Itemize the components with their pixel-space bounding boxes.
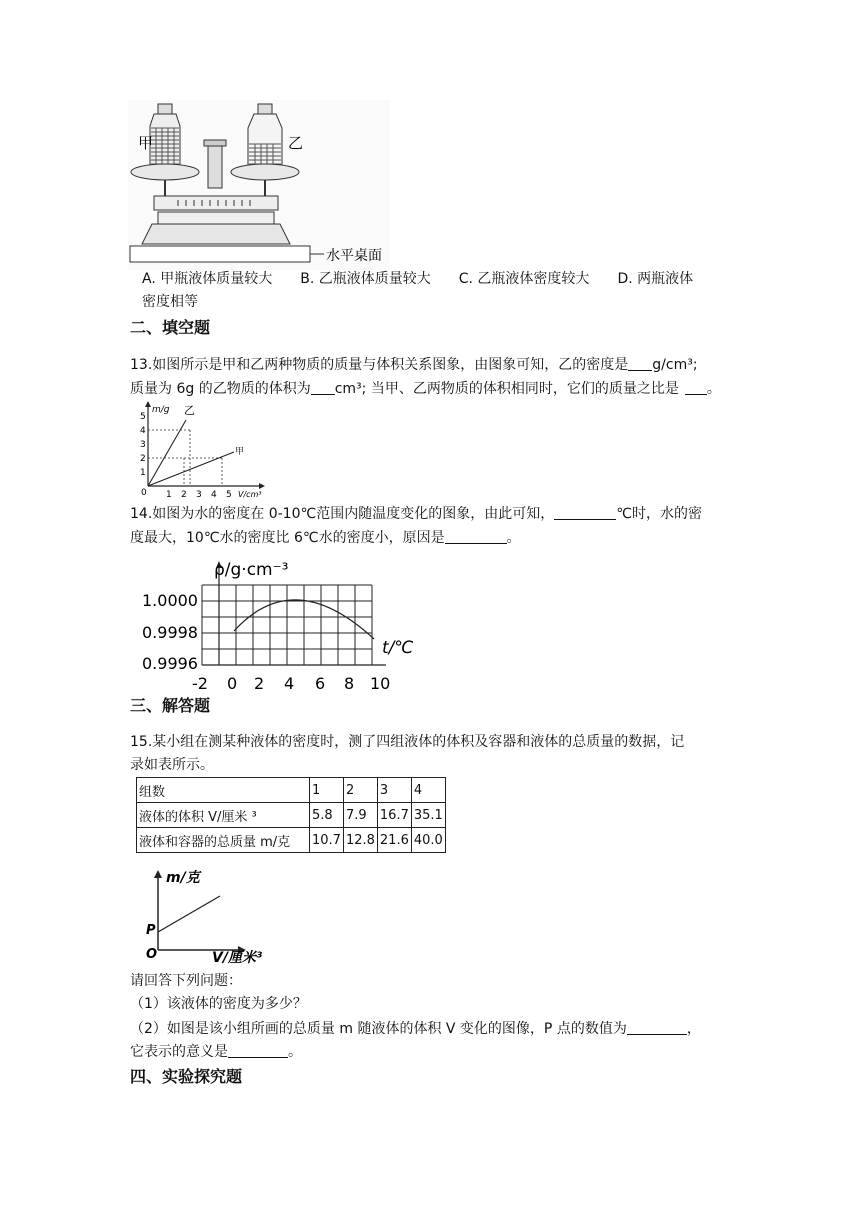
q13-mass-volume-graph — [138, 398, 268, 500]
q15-sub-2-end: 。 — [288, 1044, 302, 1060]
q12-option-c: C. 乙瓶液体密度较大 — [458, 271, 590, 287]
q14-text-3: 度最大，10℃水的密度比 6℃水的密度小，原因是 — [130, 530, 445, 546]
q14-x-label: t/℃ — [382, 638, 414, 658]
q13-ytick-5: 5 — [140, 412, 146, 422]
table-cell: 1 — [310, 778, 344, 803]
q13-ytick-2: 2 — [140, 454, 146, 464]
q15-sub-1: （1）该液体的密度为多少？ — [130, 996, 307, 1012]
section-3-heading: 三、解答题 — [130, 696, 211, 715]
q14-ytick-3: 0.9996 — [142, 654, 198, 673]
q15-prompt: 请回答下列问题： — [130, 973, 242, 989]
q13-line-1 — [130, 355, 698, 375]
q14-xtick-6: 6 — [315, 674, 326, 693]
q14-blank-temp — [554, 505, 616, 520]
table-cell: 21.6 — [377, 828, 411, 853]
q13-text-2: 质量为 6g 的乙物质的体积为 — [130, 381, 311, 397]
table-cell: 16.7 — [377, 803, 411, 828]
q14-water-density-graph — [128, 555, 426, 695]
q13-ytick-4: 4 — [140, 426, 146, 436]
q15-data-table — [136, 777, 446, 853]
q12-option-d: D. 两瓶液体 — [617, 271, 694, 287]
q13-blank-ratio — [685, 380, 707, 395]
balance-figure — [128, 100, 390, 270]
q15-line-1: 15.某小组在测某种液体的密度时，测了四组液体的体积及容器和液体的总质量的数据，记 — [130, 734, 685, 750]
table-cell: 3 — [377, 778, 411, 803]
q14-end: 。 — [506, 530, 521, 546]
bottle-jia — [150, 104, 180, 168]
q15-sub-2-line-1 — [130, 1019, 701, 1039]
q13-xtick-5: 5 — [226, 490, 232, 500]
q14-ytick-1: 1.0000 — [142, 591, 198, 610]
q13-x-label: V/cm³ — [238, 490, 262, 499]
q15-line-2: 录如表所示。 — [130, 757, 214, 773]
q12-option-b: B. 乙瓶液体质量较大 — [300, 271, 431, 287]
table-cell: 5.8 — [310, 803, 344, 828]
q14-text-1: 14.如图为水的密度在 0-10℃范围内随温度变化的图象，由此可知， — [130, 506, 555, 522]
q15-x-label: V/厘米³ — [212, 950, 263, 966]
q12-options — [142, 269, 693, 289]
table-cell: 12.8 — [343, 828, 377, 853]
q13-blank-density — [628, 356, 652, 371]
table-cell: 4 — [411, 778, 445, 803]
q15-y-label: m/克 — [166, 870, 200, 886]
table-cell: 液体和容器的总质量 m/克 — [137, 828, 310, 853]
table-surface-label: 水平桌面 — [326, 248, 382, 264]
q13-y-label: m/g — [152, 405, 170, 415]
q14-xtick-8: 8 — [344, 674, 355, 693]
q13-line-jia — [148, 452, 234, 486]
table-cell: 组数 — [137, 778, 310, 803]
q13-label-jia: 甲 — [235, 447, 245, 457]
q13-xtick-4: 4 — [211, 490, 217, 500]
q12-option-a: A. 甲瓶液体质量较大 — [142, 271, 273, 287]
table-cell: 液体的体积 V/厘米 ³ — [137, 803, 310, 828]
q14-y-label: ρ/g·cm⁻³ — [214, 560, 289, 580]
q15-blank-meaning — [228, 1043, 288, 1058]
label-jia: 甲 — [138, 134, 154, 152]
q13-unit-1: g/cm³; — [652, 357, 698, 373]
q15-mass-volume-graph — [140, 866, 272, 970]
q15-sub-2-text: （2）如图是该小组所画的总质量 m 随液体的体积 V 变化的图像，P 点的数值为 — [130, 1021, 627, 1037]
q15-point-p: P — [146, 923, 156, 938]
q14-xtick-10: 10 — [370, 674, 391, 693]
q14-line-1 — [130, 504, 702, 524]
table-row — [137, 803, 446, 828]
q15-blank-p-value — [627, 1020, 687, 1035]
q13-xtick-2: 2 — [181, 490, 187, 500]
table-cell: 10.7 — [310, 828, 344, 853]
q14-blank-reason — [445, 529, 507, 544]
q15-origin: O — [146, 947, 158, 962]
q14-ytick-2: 0.9998 — [142, 623, 198, 642]
q15-mass-line — [158, 896, 220, 932]
section-4-heading: 四、实验探究题 — [130, 1067, 243, 1086]
q13-end: 。 — [706, 381, 721, 397]
q14-xtick-m2: -2 — [192, 674, 208, 693]
q15-sub-2-comma: ， — [686, 1021, 701, 1037]
table-cell: 2 — [343, 778, 377, 803]
table-row — [137, 828, 446, 853]
table-cell: 40.0 — [411, 828, 445, 853]
q13-xtick-1: 1 — [166, 490, 172, 500]
q13-text-3: cm³; 当甲、乙两物质的体积相同时，它们的质量之比是 — [334, 381, 679, 397]
q13-xtick-3: 3 — [196, 490, 202, 500]
q13-blank-volume — [311, 380, 335, 395]
q14-line-2 — [130, 528, 521, 548]
table-cell: 7.9 — [343, 803, 377, 828]
q12-option-d-continuation: 密度相等 — [142, 294, 198, 310]
q14-xtick-2: 2 — [254, 674, 265, 693]
table-cell: 35.1 — [411, 803, 445, 828]
q13-label-yi: 乙 — [184, 404, 195, 417]
q13-text-1: 13.如图所示是甲和乙两种物质的质量与体积关系图象，由图象可知，乙的密度是 — [130, 357, 629, 373]
table-row — [137, 778, 446, 803]
section-2-heading: 二、填空题 — [130, 318, 211, 337]
q15-sub-2-text-2: 它表示的意义是 — [130, 1044, 228, 1060]
q14-xtick-4: 4 — [284, 674, 295, 693]
q14-xtick-0: 0 — [227, 674, 238, 693]
q13-ytick-3: 3 — [140, 440, 146, 450]
q13-line-2 — [130, 379, 721, 399]
q13-xtick-0: 0 — [141, 488, 147, 498]
label-yi: 乙 — [288, 134, 304, 152]
q15-sub-2-line-2 — [130, 1042, 302, 1062]
q14-text-2: ℃时，水的密 — [616, 506, 702, 522]
q13-ytick-1: 1 — [140, 468, 146, 478]
